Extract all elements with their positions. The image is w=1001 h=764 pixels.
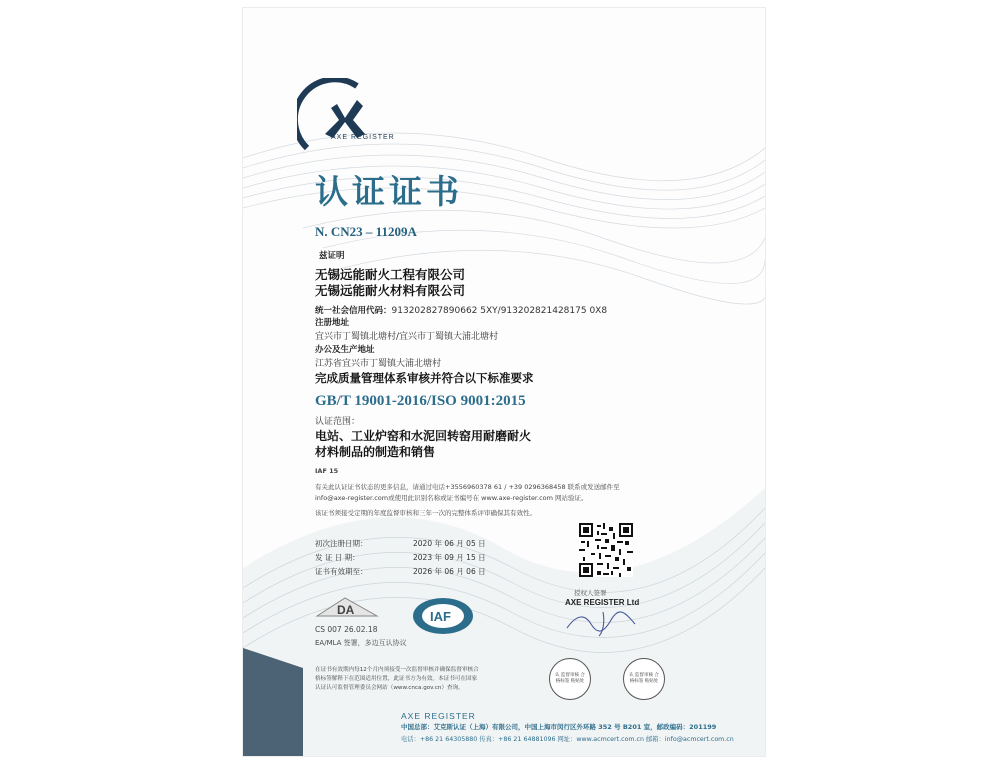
registered-address-label: 注册地址 [315,318,350,328]
footer-brand: AXE REGISTER [401,711,476,721]
ea-mla-caption: EA/MLA 签署，多边互认协议 [315,639,407,647]
axe-register-logo [297,78,393,164]
svg-text:IAF: IAF [430,609,451,624]
registered-address-value: 宜兴市丁蜀镇北塘村/宜兴市丁蜀镇大浦北塘村 [315,332,499,342]
audit-statement: 完成质量管理体系审核并符合以下标准要求 [315,371,534,385]
date-value-initial: 2020 年 06 月 05 日 [413,539,486,548]
credit-code-row [315,300,607,318]
iaf-mla-logo [411,596,475,636]
certificate-title: 认证证书 [315,172,463,211]
scope-label: 认证范围： [315,417,361,427]
hereby-label: 兹证明 [319,251,345,261]
da-code: CS 007 26.02.18 [315,625,378,634]
date-label-initial: 初次注册日期： [315,539,368,548]
footer-contact: 电话：+86 21 64305880 传真：+86 21 64881096 网址：www.acmcert.com.cn 邮箱：info@acmcert.com.cn [401,736,734,743]
info-line-1: 有关此认证证书状态的更多信息，请通过电话+3556960378 61 / +39 0296368458 联系或发送邮件至 [315,483,620,491]
company-name-1: 无锡远能耐火工程有限公司 [315,267,466,282]
date-label-issue: 发 证 日 期： [315,553,360,562]
certificate-number: N. CN23 – 11209A [315,224,417,239]
office-address-label: 办公及生产地址 [315,345,375,355]
iaf-code: IAF 15 [315,467,339,475]
bottom-note-3: 认证认可监督管理委员会网站（www.cnca.gov.cn）查询。 [315,685,464,691]
seal-text-2: 认 监督审核 合格标签 贴贴处 [629,673,659,684]
scope-line-2: 材料制品的制造和销售 [315,445,436,459]
surveillance-seal-1 [549,658,591,700]
date-label-expiry: 证书有效期至： [315,567,368,576]
signature-company: AXE REGISTER Ltd [565,598,640,607]
qr-code [579,523,633,577]
da-accreditation-logo [315,596,379,622]
date-value-expiry: 2026 年 06 月 06 日 [413,567,486,576]
info-line-2: info@axe-register.com或使用此识别名称或证书编号在 www.axe-register.com 网站验证。 [315,494,588,502]
standard-code: GB/T 19001-2016/ISO 9001:2015 [315,393,526,409]
handwritten-signature [563,606,643,640]
bottom-note-1: 在证书有效期内每12个月内须接受一次监督审核并确保监督审核合 [315,667,479,673]
signature-title: 授权人签署 [574,589,607,597]
date-value-issue: 2023 年 09 月 15 日 [413,553,486,562]
footer-headquarters: 中国总部：艾克斯认证（上海）有限公司，中国上海市闵行区外环路 352 号 B201 室，邮政编码：201199 [401,723,717,731]
seal-text-1: 认 监督审核 合格标签 贴贴处 [555,673,585,684]
office-address-value: 江苏省宜兴市丁蜀镇大浦北塘村 [315,359,442,369]
certificate [243,8,765,756]
scope-line-1: 电站、工业炉窑和水泥回转窑用耐磨耐火 [315,429,532,443]
logo-text: AXE REGISTER [331,134,395,141]
info-line-3: 该证书须接受定期的年度监督审核和三年一次的完整体系评审确保其有效性。 [315,509,536,517]
surveillance-seal-2 [623,658,665,700]
credit-code-label: 统一社会信用代码： [315,306,392,316]
company-name-2: 无锡远能耐火材料有限公司 [315,283,466,298]
credit-code-value: 913202827890662 5XY/913202821428175 0X8 [391,306,608,316]
bottom-note-2: 格标签解释下在范围适用位置，此证书方为有效。本证书可在国家 [315,676,478,682]
svg-text:DA: DA [337,603,355,617]
